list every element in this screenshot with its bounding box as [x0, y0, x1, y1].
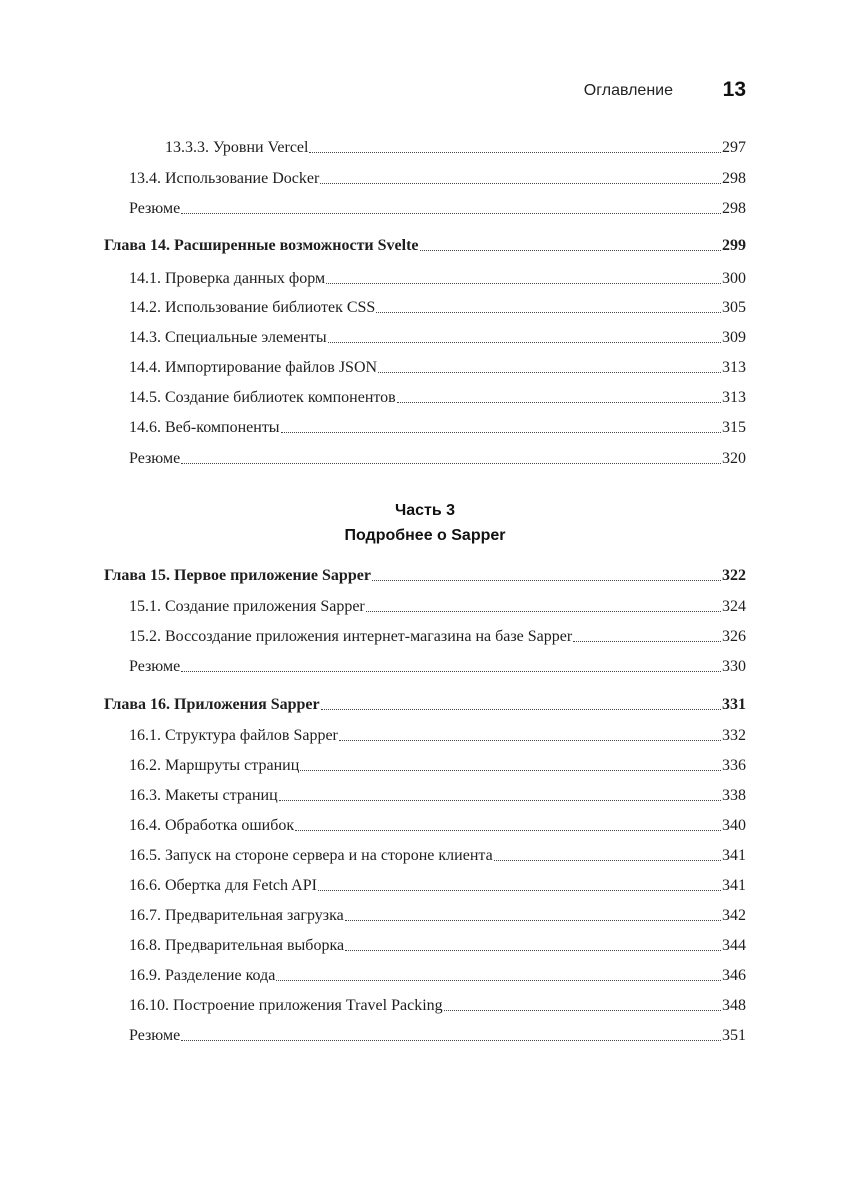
toc-entry-title: 14.5. Создание библиотек компонентов [129, 389, 396, 406]
toc-entry[interactable] [104, 326, 746, 348]
dot-leader [420, 250, 721, 251]
toc-entry-title: 16.3. Макеты страниц [129, 787, 278, 804]
dot-leader [494, 860, 721, 861]
dot-leader [397, 402, 721, 403]
toc-entry-page: 348 [722, 997, 746, 1014]
toc-chapter-entry[interactable] [104, 234, 746, 256]
toc-entry-title: 14.3. Специальные элементы [129, 329, 327, 346]
toc-entry-title: Глава 15. Первое приложение Sapper [104, 567, 371, 584]
dot-leader [376, 312, 721, 313]
toc-entry-title: Резюме [129, 658, 181, 675]
toc-entry-page: 300 [722, 270, 746, 287]
toc-entry-page: 297 [722, 139, 746, 156]
part-title: Подробнее о Sapper [344, 527, 506, 544]
toc-entry-page: 313 [722, 359, 746, 376]
toc-entry-title: 14.2. Использование библиотек CSS [129, 299, 376, 316]
part-number: Часть 3 [394, 502, 456, 519]
dot-leader [181, 213, 721, 214]
toc-entry-page: 342 [722, 907, 746, 924]
toc-entry[interactable] [104, 754, 746, 776]
toc-entry[interactable] [104, 267, 746, 289]
toc-entry[interactable] [104, 296, 746, 318]
part-heading [104, 498, 746, 548]
toc-entry-page: 330 [722, 658, 746, 675]
toc-entry-page: 298 [722, 170, 746, 187]
toc-entry-title: Резюме [129, 1027, 181, 1044]
toc-entry[interactable] [104, 994, 746, 1016]
toc-entry-title: Резюме [129, 200, 181, 217]
toc-entry-page: 313 [722, 389, 746, 406]
toc-entry[interactable] [104, 784, 746, 806]
header-label: Оглавление [583, 82, 673, 99]
toc-entry-page: 309 [722, 329, 746, 346]
dot-leader [309, 152, 721, 153]
dot-leader [345, 920, 721, 921]
header-page-number: 13 [722, 78, 746, 101]
dot-leader [328, 342, 721, 343]
toc-entry-page: 324 [722, 598, 746, 615]
toc-entry[interactable] [104, 964, 746, 986]
toc-chapter-entry[interactable] [104, 693, 746, 715]
toc-entry-page: 341 [722, 847, 746, 864]
toc-entry[interactable] [104, 934, 746, 956]
toc-entry[interactable] [104, 904, 746, 926]
toc-entry-title: 16.5. Запуск на стороне сервера и на стороне клиента [129, 847, 493, 864]
toc-entry-page: 298 [722, 200, 746, 217]
toc-entry-title: 16.7. Предварительная загрузка [129, 907, 344, 924]
toc-entry-title: 16.9. Разделение кода [129, 967, 276, 984]
toc-entry-title: 16.2. Маршруты страниц [129, 757, 300, 774]
toc-entry-page: 338 [722, 787, 746, 804]
toc-entry-title: Резюме [129, 450, 181, 467]
running-header [104, 78, 746, 106]
toc-entry-title: 16.6. Обертка для Fetch API [129, 877, 317, 894]
toc-entry-title: 14.6. Веб-компоненты [129, 419, 280, 436]
dot-leader [281, 432, 721, 433]
toc-entry[interactable] [104, 197, 746, 219]
toc-entry-title: 16.1. Структура файлов Sapper [129, 727, 338, 744]
toc-entry[interactable] [104, 136, 746, 158]
toc-chapter-entry[interactable] [104, 564, 746, 586]
dot-leader [181, 463, 721, 464]
toc-entry[interactable] [104, 814, 746, 836]
dot-leader [372, 580, 721, 581]
toc-entry-page: 340 [722, 817, 746, 834]
toc-entry-title: 14.1. Проверка данных форм [129, 270, 326, 287]
dot-leader [321, 709, 721, 710]
dot-leader [279, 800, 721, 801]
toc-entry[interactable] [104, 167, 746, 189]
toc-entry-page: 322 [722, 567, 746, 584]
dot-leader [326, 283, 721, 284]
toc-entry[interactable] [104, 595, 746, 617]
dot-leader [295, 830, 721, 831]
toc-entry-page: 299 [722, 237, 746, 254]
toc-entry-title: 16.4. Обработка ошибок [129, 817, 295, 834]
dot-leader [181, 671, 721, 672]
toc-entry-page: 331 [722, 696, 746, 713]
toc-entry-page: 341 [722, 877, 746, 894]
toc-entry-title: 15.2. Воссоздание приложения интернет-магазина на базе Sapper [129, 628, 573, 645]
toc-entry[interactable] [104, 844, 746, 866]
toc-entry[interactable] [104, 724, 746, 746]
dot-leader [378, 372, 721, 373]
dot-leader [339, 740, 721, 741]
dot-leader [320, 183, 721, 184]
toc-entry-page: 344 [722, 937, 746, 954]
toc-entry[interactable] [104, 625, 746, 647]
toc-entry[interactable] [104, 655, 746, 677]
dot-leader [181, 1040, 721, 1041]
toc-entry[interactable] [104, 874, 746, 896]
toc-entry[interactable] [104, 416, 746, 438]
toc-entry-title: Глава 14. Расширенные возможности Svelte [104, 237, 419, 254]
toc-entry-page: 326 [722, 628, 746, 645]
toc-entry-page: 336 [722, 757, 746, 774]
dot-leader [345, 950, 721, 951]
toc-entry-title: Глава 16. Приложения Sapper [104, 696, 320, 713]
toc-entry-title: 13.3.3. Уровни Vercel [165, 139, 309, 156]
dot-leader [444, 1010, 721, 1011]
toc-entry[interactable] [104, 386, 746, 408]
toc-entry-title: 13.4. Использование Docker [129, 170, 320, 187]
dot-leader [318, 890, 721, 891]
dot-leader [366, 611, 721, 612]
toc-entry-title: 16.8. Предварительная выборка [129, 937, 345, 954]
dot-leader [276, 980, 721, 981]
toc-entry-page: 315 [722, 419, 746, 436]
toc-entry[interactable] [104, 356, 746, 378]
toc-entry-title: 15.1. Создание приложения Sapper [129, 598, 365, 615]
toc-entry-title: 14.4. Импортирование файлов JSON [129, 359, 378, 376]
toc-entry-page: 305 [722, 299, 746, 316]
dot-leader [300, 770, 721, 771]
toc-entry[interactable] [104, 1024, 746, 1046]
toc-entry-title: 16.10. Построение приложения Travel Packing [129, 997, 443, 1014]
toc-entry-page: 351 [722, 1027, 746, 1044]
toc-entry-page: 332 [722, 727, 746, 744]
toc-entry[interactable] [104, 447, 746, 469]
toc-entry-page: 346 [722, 967, 746, 984]
dot-leader [573, 641, 721, 642]
toc-entry-page: 320 [722, 450, 746, 467]
